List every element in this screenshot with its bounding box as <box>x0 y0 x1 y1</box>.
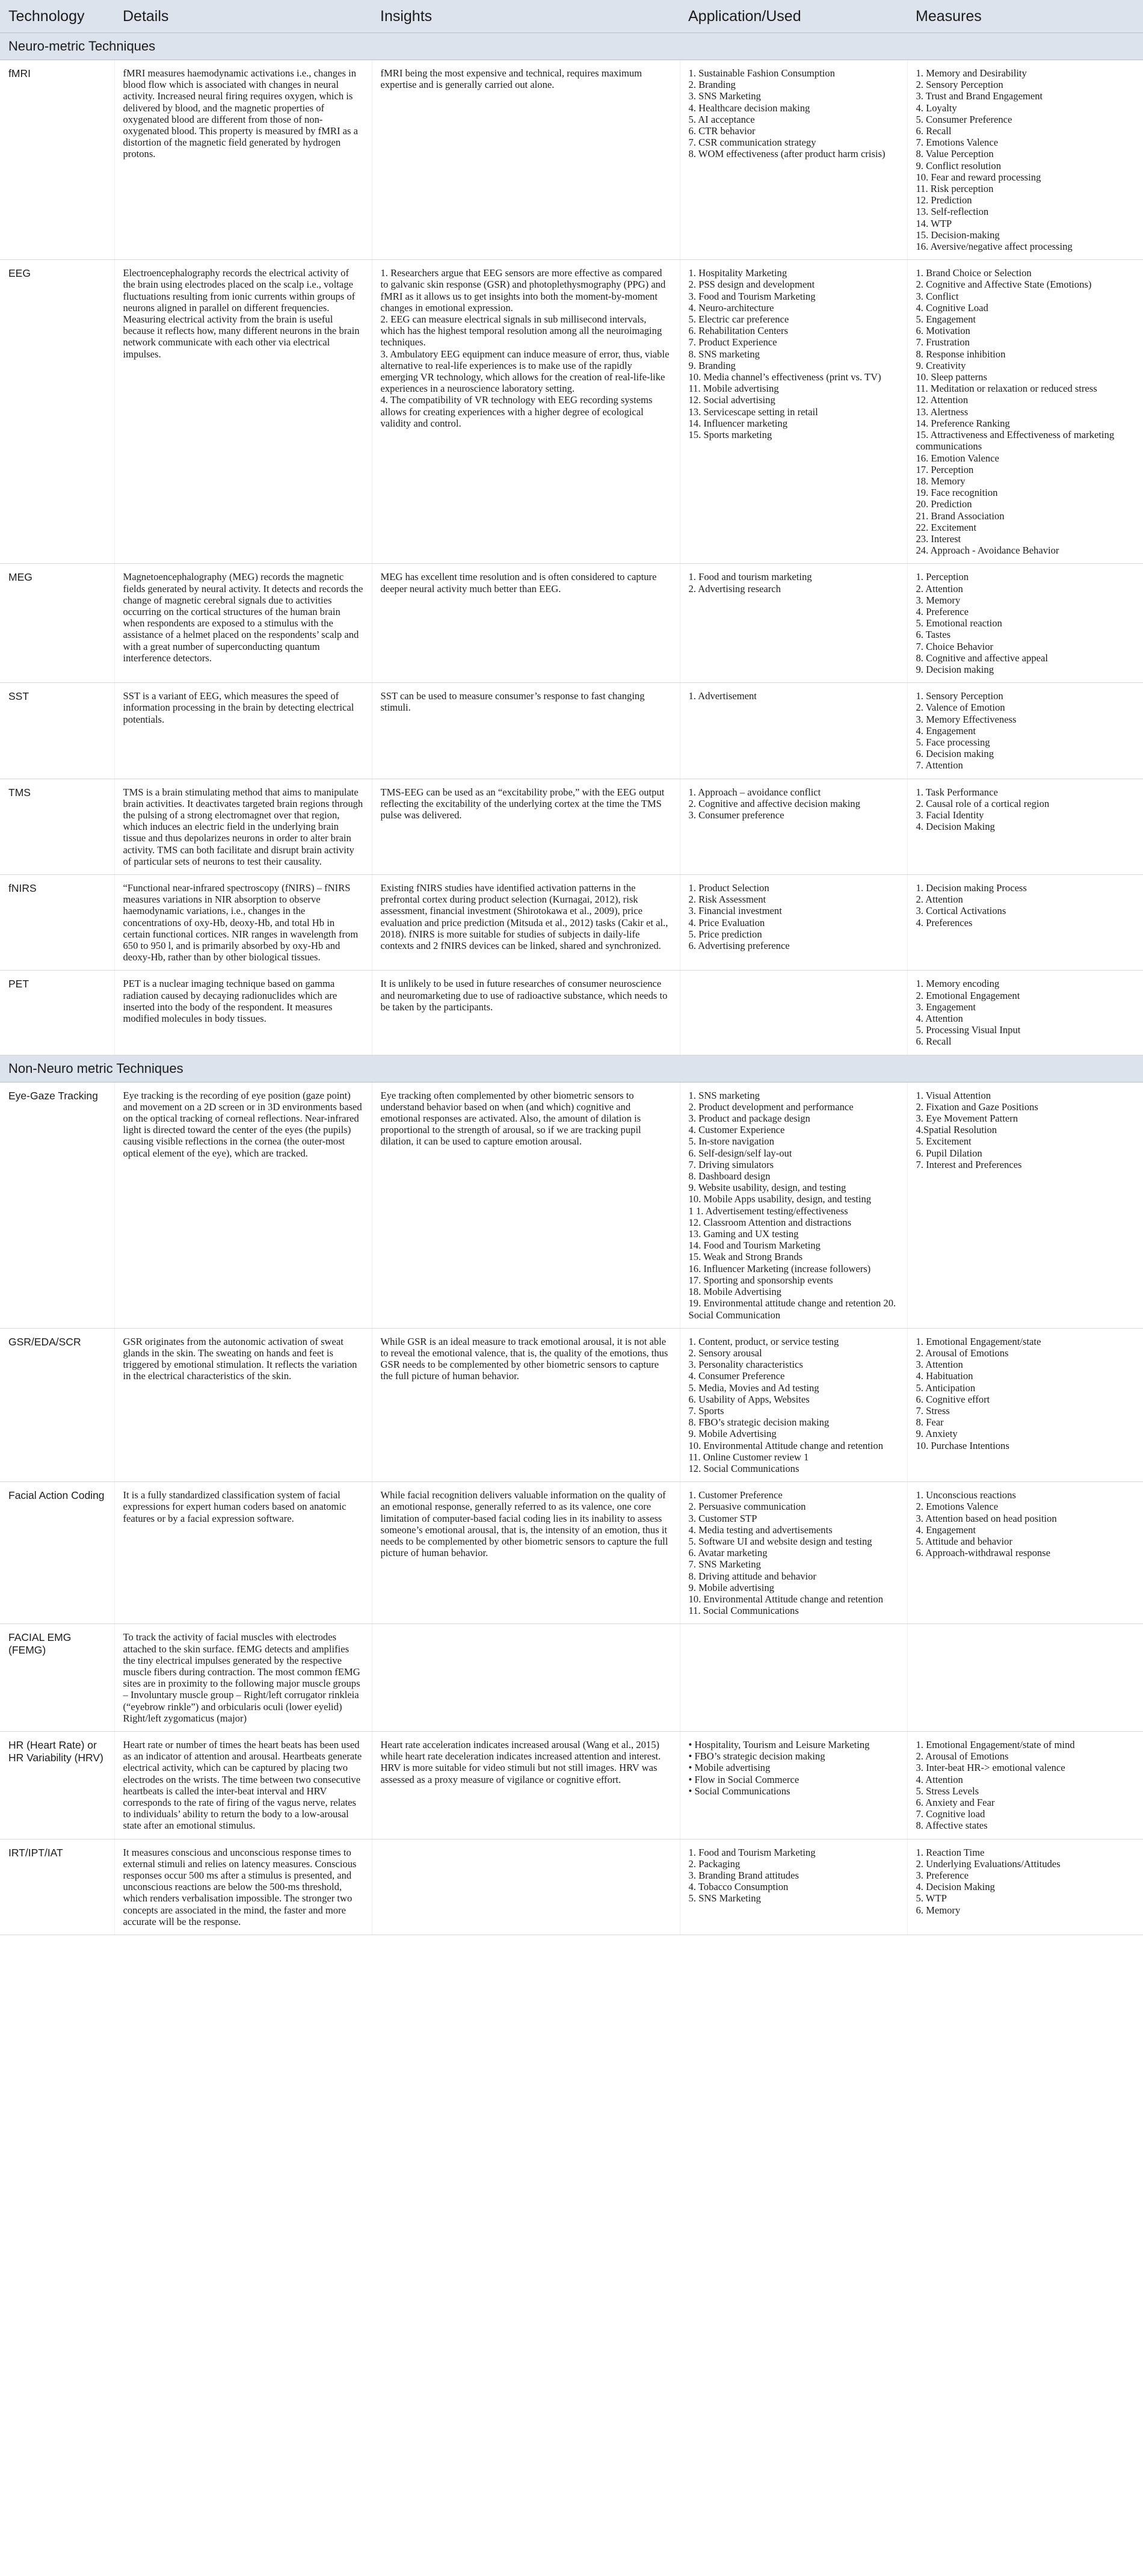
application-item: 7. Product Experience <box>688 336 777 348</box>
measure-item: 3. Eye Movement Pattern <box>916 1113 1018 1125</box>
application-item: 17. Sporting and sponsorship events <box>688 1274 833 1286</box>
cell-details: It is a fully standardized classification system of facial expressions for expert human coders based on anatomic features or by a facial expression software. <box>114 1482 372 1624</box>
cell-insights <box>372 1482 680 1624</box>
measure-item: 5. Anticipation <box>916 1382 976 1394</box>
cell-measures <box>907 260 1143 564</box>
cell-technology: Eye-Gaze Tracking <box>0 1082 114 1328</box>
application-item: 1. SNS marketing <box>688 1089 760 1101</box>
measure-item: 3. Attention based on head position <box>916 1512 1057 1524</box>
measure-item: 5. Face processing <box>916 736 990 748</box>
application-item: 5. AI acceptance <box>688 113 755 125</box>
insight-item: 4. The compatibility of VR technology with EEG recording systems allows for creating experiences with a higher degree of ecological validity and control. <box>380 394 653 429</box>
cell-applications <box>680 564 907 683</box>
cell-measures <box>907 60 1143 260</box>
measure-item: 9. Anxiety <box>916 1428 958 1440</box>
cell-details: Electroencephalography records the electrical activity of the brain using electrodes placed on the scalp i.e., voltage fluctuations resulting from ionic currents within groups of neurons aligned in parallel on different frequencies. Measuring electrical activity from the brain is useful because it reflects how, many different neurons in the brain network communicate with each other via electrical impulses. <box>114 260 372 564</box>
application-item: 7. CSR communication strategy <box>688 137 816 149</box>
measure-item: 4. Attention <box>916 1013 963 1025</box>
table-row <box>0 564 1143 683</box>
application-item: 3. Branding Brand attitudes <box>688 1870 799 1882</box>
cell-technology: HR (Heart Rate) or HR Variability (HRV) <box>0 1732 114 1839</box>
measure-item: 5. Consumer Preference <box>916 113 1012 125</box>
measure-item: 3. Facial Identity <box>916 809 984 821</box>
cell-technology: TMS <box>0 779 114 874</box>
cell-insights <box>372 1624 680 1732</box>
measure-item: 15. Attractiveness and Effectiveness of marketing communications <box>916 429 1115 452</box>
table-row <box>0 971 1143 1055</box>
application-item: 10. Environmental Attitude change and retention <box>688 1593 883 1605</box>
cell-insights <box>372 60 680 260</box>
cell-details: “Functional near-infrared spectroscopy (fNIRS) – fNIRS measures variations in NIR absorption to observe haemodynamic variations, i.e., changes in the concentrations of oxy-Hb, deoxy-Hb, and total Hb in certain functional cortices. NIR ranges in wavelength from 650 to 950 l, and is primarily absorbed by oxy-Hb and deoxy-Hb, rather than by other biological tissues. <box>114 875 372 971</box>
cell-technology: fMRI <box>0 60 114 260</box>
measure-item: 22. Excitement <box>916 521 976 533</box>
measure-item: 3. Trust and Brand Engagement <box>916 90 1043 102</box>
measure-item: 24. Approach - Avoidance Behavior <box>916 545 1059 557</box>
application-item: • Hospitality, Tourism and Leisure Marketing <box>688 1739 870 1750</box>
cell-measures <box>907 683 1143 779</box>
measure-item: 2. Causal role of a cortical region <box>916 797 1050 809</box>
measure-item: 21. Brand Association <box>916 510 1005 522</box>
application-item: 14. Food and Tourism Marketing <box>688 1240 821 1252</box>
measure-item: 17. Perception <box>916 463 974 475</box>
application-item: 11. Social Communications <box>688 1605 799 1617</box>
measure-item: 5. Excitement <box>916 1135 972 1147</box>
section-title: Non-Neuro metric Techniques <box>0 1055 1143 1082</box>
insight-item: Heart rate acceleration indicates increased arousal (Wang et al., 2015) while heart rate deceleration indicates increased attention and interest. HRV is more suitable for video stimuli but not still images. HRV was assessed as a proxy measure of vigilance or cognitive effort. <box>380 1739 661 1785</box>
application-item: 18. Mobile Advertising <box>688 1286 781 1298</box>
header-details: Details <box>114 0 372 33</box>
measure-item: 11. Risk perception <box>916 183 994 195</box>
application-item: 8. WOM effectiveness (after product harm crisis) <box>688 148 886 160</box>
measure-item: 8. Fear <box>916 1416 944 1429</box>
application-item: 3. SNS Marketing <box>688 90 761 102</box>
cell-details: It measures conscious and unconscious response times to external stimuli and relies on latency measures. Conscious responses occur 500 ms after a stimulus is presented, and unconscious reactions are below the 500-ms threshold, which renders verbalisation impossible. The stronger two concepts are associated in the mind, the faster and more accurate will be the response. <box>114 1839 372 1935</box>
application-item: 1. Customer Preference <box>688 1489 783 1501</box>
application-item: • Social Communications <box>688 1785 790 1797</box>
application-item: 3. Personality characteristics <box>688 1359 803 1371</box>
cell-technology: FACIAL EMG (FEMG) <box>0 1624 114 1732</box>
insight-item: TMS-EEG can be used as an “excitability probe,” with the EEG output reflecting the excitability of the underlying cortex at the time the TMS pulse was delivered. <box>380 786 665 821</box>
measure-item: 1. Perception <box>916 571 969 583</box>
application-item: 5. Price prediction <box>688 928 762 940</box>
application-item: 15. Sports marketing <box>688 429 772 441</box>
measure-item: 7. Stress <box>916 1404 950 1416</box>
application-item: 1. Product Selection <box>688 882 769 894</box>
measure-item: 6. Approach-withdrawal response <box>916 1547 1050 1559</box>
measure-item: 6. Motivation <box>916 325 970 337</box>
table-row <box>0 875 1143 971</box>
section-header-row <box>0 33 1143 60</box>
cell-insights <box>372 875 680 971</box>
measure-item: 9. Creativity <box>916 359 966 371</box>
cell-applications <box>680 1839 907 1935</box>
measure-item: 6. Pupil Dilation <box>916 1147 982 1159</box>
measure-item: 1. Memory encoding <box>916 978 1000 990</box>
measure-item: 16. Emotion Valence <box>916 452 999 464</box>
header-application: Application/Used <box>680 0 907 33</box>
application-item: 7. Sports <box>688 1404 724 1416</box>
application-item: 8. SNS marketing <box>688 348 760 360</box>
measure-item: 4. Decision Making <box>916 1881 995 1893</box>
cell-applications <box>680 875 907 971</box>
measure-item: 4. Habituation <box>916 1370 973 1382</box>
measure-item: 3. Preference <box>916 1870 969 1882</box>
insight-item: While facial recognition delivers valuable information on the quality of an emotional response, generally referred to as its valence, one core limitation of computer-based facial coding lies in its inability to assess someone’s emotional arousal, that is, the intensity of an emotion, thus it needs to be complemented by other biometric sensors to capture the full picture of human behavior. <box>380 1489 668 1559</box>
cell-insights <box>372 260 680 564</box>
measure-item: 9. Conflict resolution <box>916 159 1001 171</box>
application-item: 2. PSS design and development <box>688 279 815 291</box>
section-title: Neuro-metric Techniques <box>0 33 1143 60</box>
application-item: 13. Servicescape setting in retail <box>688 406 818 418</box>
application-item: 5. Media, Movies and Ad testing <box>688 1382 819 1394</box>
measure-item: 5. WTP <box>916 1892 947 1904</box>
measure-item: 20. Prediction <box>916 498 972 510</box>
measure-item: 7. Cognitive load <box>916 1808 985 1820</box>
insight-item: While GSR is an ideal measure to track emotional arousal, it is not able to reveal the emotional valence, that is, the quality of the emotions, thus GSR needs to be complemented by other biometric sensors to capture the full picture of human behavior. <box>380 1335 668 1382</box>
header-insights: Insights <box>372 0 680 33</box>
measure-item: 5. Stress Levels <box>916 1785 979 1797</box>
cell-details: SST is a variant of EEG, which measures the speed of information processing in the brain by detecting electrical potentials. <box>114 683 372 779</box>
cell-details: PET is a nuclear imaging technique based on gamma radiation caused by decaying radionuclides which are inserted into the body of the respondent. It measures modified molecules in body tissues. <box>114 971 372 1055</box>
table-row <box>0 1732 1143 1839</box>
cell-measures <box>907 1482 1143 1624</box>
application-item: 1. Food and tourism marketing <box>688 571 812 583</box>
cell-insights <box>372 779 680 874</box>
cell-insights <box>372 1839 680 1935</box>
measure-item: 12. Prediction <box>916 194 972 206</box>
measure-item: 3. Attention <box>916 1359 963 1371</box>
measure-item: 7. Choice Behavior <box>916 640 994 652</box>
measure-item: 1. Reaction Time <box>916 1846 985 1858</box>
application-item: 14. Influencer marketing <box>688 417 787 429</box>
cell-technology: GSR/EDA/SCR <box>0 1328 114 1481</box>
table-row <box>0 779 1143 874</box>
measure-item: 1. Unconscious reactions <box>916 1489 1016 1501</box>
cell-applications <box>680 1624 907 1732</box>
cell-applications <box>680 1082 907 1328</box>
measure-item: 11. Meditation or relaxation or reduced stress <box>916 383 1097 395</box>
application-item: • Flow in Social Commerce <box>688 1773 799 1785</box>
measure-item: 1. Emotional Engagement/state <box>916 1335 1041 1347</box>
cell-technology: fNIRS <box>0 875 114 971</box>
measure-item: 5. Processing Visual Input <box>916 1024 1021 1036</box>
application-item: 2. Sensory arousal <box>688 1347 762 1359</box>
measure-item: 8. Affective states <box>916 1820 988 1832</box>
measure-item: 10. Sleep patterns <box>916 371 987 383</box>
table-row <box>0 60 1143 260</box>
insight-item: Eye tracking often complemented by other biometric sensors to understand behavior based on when (and which) cognitive and emotional responses are activated. Also, the amount of dilation is proportional to the strength of arousal, so if we are tracking pupil dilation, it can be used to capture emotion arousal. <box>380 1089 641 1147</box>
measure-item: 7. Emotions Valence <box>916 137 999 149</box>
measure-item: 2. Underlying Evaluations/Attitudes <box>916 1858 1061 1870</box>
insight-item: 2. EEG can measure electrical signals in sub millisecond intervals, which has the highest temporal resolution among all the neuroimaging techniques. <box>380 314 662 348</box>
application-item: 12. Social advertising <box>688 394 775 406</box>
application-item: 1. Food and Tourism Marketing <box>688 1846 816 1858</box>
cell-technology: Facial Action Coding <box>0 1482 114 1624</box>
measure-item: 6. Anxiety and Fear <box>916 1797 995 1809</box>
measure-item: 7. Interest and Preferences <box>916 1158 1022 1170</box>
cell-technology: SST <box>0 683 114 779</box>
application-item: 4. Neuro-architecture <box>688 301 774 314</box>
cell-applications <box>680 683 907 779</box>
table-body <box>0 33 1143 1935</box>
application-item: 13. Gaming and UX testing <box>688 1228 799 1240</box>
cell-technology: IRT/IPT/IAT <box>0 1839 114 1935</box>
measure-item: 3. Engagement <box>916 1001 976 1013</box>
application-item: 3. Product and package design <box>688 1113 810 1125</box>
application-item: 15. Weak and Strong Brands <box>688 1251 803 1263</box>
measure-item: 1. Brand Choice or Selection <box>916 267 1032 279</box>
measure-item: 10. Purchase Intentions <box>916 1439 1009 1451</box>
application-item: 12. Social Communications <box>688 1462 799 1474</box>
measure-item: 3. Cortical Activations <box>916 905 1006 917</box>
application-item: 6. Advertising preference <box>688 940 790 952</box>
application-item: 11. Mobile advertising <box>688 383 779 395</box>
cell-details: fMRI measures haemodynamic activations i.e., changes in blood flow which is associated with changes in neural activity. Increased neural firing requires oxygen, which is delivered by blood, and the magnetic properties of oxygenated blood are different from those of non-oxygenated blood. This property is measured by fMRI as a distortion of the magnetic field generated by hydrogen protons. <box>114 60 372 260</box>
measure-item: 1. Emotional Engagement/state of mind <box>916 1739 1075 1750</box>
application-item: 4. Media testing and advertisements <box>688 1524 833 1536</box>
application-item: 1. Sustainable Fashion Consumption <box>688 67 835 79</box>
application-item: 1. Hospitality Marketing <box>688 267 787 279</box>
measure-item: 6. Tastes <box>916 629 951 641</box>
measure-item: 8. Response inhibition <box>916 348 1006 360</box>
table-row <box>0 1839 1143 1935</box>
measure-item: 10. Fear and reward processing <box>916 171 1041 183</box>
application-item: 1 1. Advertisement testing/effectiveness <box>688 1205 848 1217</box>
table-row <box>0 1482 1143 1624</box>
application-item: 8. Driving attitude and behavior <box>688 1570 816 1582</box>
application-item: 9. Website usability, design, and testing <box>688 1182 846 1194</box>
cell-measures <box>907 1328 1143 1481</box>
application-item: 16. Influencer Marketing (increase followers) <box>688 1262 871 1274</box>
table-row <box>0 260 1143 564</box>
application-item: 4. Tobacco Consumption <box>688 1881 789 1893</box>
measure-item: 2. Fixation and Gaze Positions <box>916 1101 1038 1113</box>
application-item: 8. FBO’s strategic decision making <box>688 1416 830 1429</box>
insight-item: 1. Researchers argue that EEG sensors are more effective as compared to galvanic skin response (GSR) and photoplethysmography (PPG) and fMRI as it allows us to get insights into both the moment-by-moment changes in emotional expression. <box>380 267 666 314</box>
measure-item: 8. Value Perception <box>916 148 994 160</box>
application-item: 2. Cognitive and affective decision making <box>688 797 860 809</box>
application-item: 6. CTR behavior <box>688 125 756 137</box>
measure-item: 2. Attention <box>916 894 963 906</box>
cell-measures <box>907 1732 1143 1839</box>
cell-details: Magnetoencephalography (MEG) records the magnetic fields generated by neural activity. It detects and records the change of magnetic cerebral signals due to activities occurring on the cortical structures of the human brain when respondents are exposed to a stimulus with the assistance of a helmet placed on the respondents’ scalp and with a great number of superconducting quantum interference detectors. <box>114 564 372 683</box>
measure-item: 7. Frustration <box>916 336 970 348</box>
application-item: 5. SNS Marketing <box>688 1892 761 1904</box>
measure-item: 2. Cognitive and Affective State (Emotions) <box>916 279 1092 291</box>
cell-details: To track the activity of facial muscles with electrodes attached to the skin surface. fEMG detects and amplifies the tiny electrical impulses generated by the respective muscle fibers during contraction. The most common fEMG sites are in proximity to the following major muscle groups – Involuntary muscle group – Right/left corrugator rinkleia (“eyebrow rinkle”) and orbicularis oculi (lower eyelid) Right/left zygomaticus (major) <box>114 1624 372 1732</box>
cell-measures <box>907 875 1143 971</box>
measure-item: 4. Loyalty <box>916 102 957 114</box>
insight-item: MEG has excellent time resolution and is often considered to capture deeper neural activity much better than EEG. <box>380 571 657 595</box>
application-item: 10. Mobile Apps usability, design, and testing <box>688 1193 872 1205</box>
measure-item: 2. Emotions Valence <box>916 1501 999 1513</box>
measure-item: 5. Engagement <box>916 314 976 326</box>
measure-item: 1. Decision making Process <box>916 882 1027 894</box>
measure-item: 12. Attention <box>916 394 969 406</box>
measure-item: 2. Emotional Engagement <box>916 989 1020 1001</box>
application-item: 6. Self-design/self lay-out <box>688 1147 792 1159</box>
cell-technology: EEG <box>0 260 114 564</box>
measure-item: 4. Attention <box>916 1773 963 1785</box>
cell-insights <box>372 971 680 1055</box>
application-item: • FBO’s strategic decision making <box>688 1750 825 1762</box>
cell-applications <box>680 1328 907 1481</box>
measure-item: 3. Memory <box>916 594 961 606</box>
cell-measures <box>907 1082 1143 1328</box>
measure-item: 9. Decision making <box>916 663 994 675</box>
application-item: 1. Advertisement <box>688 690 757 702</box>
measure-item: 13. Self-reflection <box>916 206 989 218</box>
cell-measures <box>907 1624 1143 1732</box>
insight-item: 3. Ambulatory EEG equipment can induce measure of error, thus, viable alternative to real-life experiences is to make use of the rapidly emerging VR technology, which allows for the creation of real-life-like experiences in a neuroscience laboratory setting. <box>380 348 670 395</box>
measure-item: 4. Preferences <box>916 916 973 928</box>
application-item: 2. Risk Assessment <box>688 894 766 906</box>
application-item: 5. Software UI and website design and testing <box>688 1535 872 1547</box>
application-item: 2. Packaging <box>688 1858 741 1870</box>
cell-technology: MEG <box>0 564 114 683</box>
application-item: 3. Financial investment <box>688 905 782 917</box>
cell-details: GSR originates from the autonomic activation of sweat glands in the skin. The sweating on hands and feet is triggered by emotional stimulation. It reflects the variation in the electrical characteristics of the skin. <box>114 1328 372 1481</box>
cell-details: TMS is a brain stimulating method that aims to manipulate brain activities. It deactivates targeted brain regions through the pulsing of a strong electromagnet over that region, which induces an electric field in the underlying brain tissue and thus depolarizes neurons in order to alter brain activity. TMS can both facilitate and disrupt brain activity of particular sets of neurons to test their causality. <box>114 779 372 874</box>
cell-applications <box>680 1732 907 1839</box>
measure-item: 1. Sensory Perception <box>916 690 1003 702</box>
cell-technology: PET <box>0 971 114 1055</box>
measure-item: 4.Spatial Resolution <box>916 1124 997 1136</box>
cell-insights <box>372 1082 680 1328</box>
cell-insights <box>372 1732 680 1839</box>
application-item: 1. Approach – avoidance conflict <box>688 786 821 798</box>
measure-item: 4. Engagement <box>916 724 976 737</box>
cell-applications <box>680 260 907 564</box>
application-item: 5. Electric car preference <box>688 314 789 326</box>
application-item: 5. In-store navigation <box>688 1135 774 1147</box>
cell-measures <box>907 1839 1143 1935</box>
measure-item: 15. Decision-making <box>916 229 1000 241</box>
measure-item: 2. Valence of Emotion <box>916 702 1005 714</box>
cell-insights <box>372 683 680 779</box>
table-row <box>0 1624 1143 1732</box>
header-technology: Technology <box>0 0 114 33</box>
measure-item: 2. Sensory Perception <box>916 79 1003 91</box>
measure-item: 23. Interest <box>916 533 961 545</box>
application-item: 6. Rehabilitation Centers <box>688 325 788 337</box>
measure-item: 14. Preference Ranking <box>916 417 1010 429</box>
measure-item: 2. Arousal of Emotions <box>916 1347 1009 1359</box>
insight-item: fMRI being the most expensive and technical, requires maximum expertise and is generally carried out alone. <box>380 67 642 91</box>
application-item: 4. Price Evaluation <box>688 916 765 928</box>
measure-item: 4. Decision Making <box>916 821 995 833</box>
application-item: 9. Branding <box>688 359 736 371</box>
application-item: 12. Classroom Attention and distractions <box>688 1216 852 1228</box>
measure-item: 6. Memory <box>916 1904 961 1916</box>
table-row <box>0 1082 1143 1328</box>
application-item: 4. Consumer Preference <box>688 1370 785 1382</box>
measure-item: 14. WTP <box>916 217 952 229</box>
application-item: 2. Branding <box>688 79 736 91</box>
table-row <box>0 1328 1143 1481</box>
cell-applications <box>680 1482 907 1624</box>
measure-item: 3. Inter-beat HR-> emotional valence <box>916 1762 1065 1774</box>
application-item: 19. Environmental attitude change and retention 20. Social Communication <box>688 1297 896 1321</box>
section-header-row <box>0 1055 1143 1082</box>
cell-applications <box>680 971 907 1055</box>
application-item: 1. Content, product, or service testing <box>688 1335 839 1347</box>
measure-item: 5. Attitude and behavior <box>916 1535 1012 1547</box>
application-item: 7. Driving simulators <box>688 1158 774 1170</box>
application-item: 10. Environmental Attitude change and retention <box>688 1439 883 1451</box>
measure-item: 6. Cognitive effort <box>916 1393 990 1405</box>
application-item: 4. Customer Experience <box>688 1124 785 1136</box>
measure-item: 4. Preference <box>916 605 969 617</box>
application-item: 9. Mobile advertising <box>688 1581 774 1593</box>
cell-measures <box>907 971 1143 1055</box>
cell-details: Eye tracking is the recording of eye position (gaze point) and movement on a 2D screen or in 3D environments based on the optical tracking of corneal reflections. Near-infrared light is directed toward the center of the eyes (the pupils) causing visible reflections in the cornea (the outer-most optical element of the eye), which are tracked. <box>114 1082 372 1328</box>
cell-insights <box>372 1328 680 1481</box>
cell-applications <box>680 60 907 260</box>
application-item: • Mobile advertising <box>688 1762 771 1774</box>
application-item: 10. Media channel’s effectiveness (print vs. TV) <box>688 371 881 383</box>
measure-item: 1. Visual Attention <box>916 1089 991 1101</box>
measure-item: 16. Aversive/negative affect processing <box>916 241 1073 253</box>
cell-measures <box>907 779 1143 874</box>
measure-item: 7. Attention <box>916 759 963 771</box>
measure-item: 4. Engagement <box>916 1524 976 1536</box>
insight-item: SST can be used to measure consumer’s response to fast changing stimuli. <box>380 690 645 714</box>
measure-item: 6. Recall <box>916 125 952 137</box>
measure-item: 3. Memory Effectiveness <box>916 713 1017 725</box>
measure-item: 5. Emotional reaction <box>916 617 1002 629</box>
measure-item: 3. Conflict <box>916 290 959 302</box>
application-item: 6. Usability of Apps, Websites <box>688 1393 810 1405</box>
insight-item: Existing fNIRS studies have identified activation patterns in the prefrontal cortex during product selection (Kurnagai, 2012), risk assessment, financial investment (Shirotokawa et al., 2009), price evaluation and price prediction (Mitsuda et al., 2012) tasks (Cakir et al., 2018). fNIRS is more suitable for studies of subjects in daily-life contexts and 2 fNIRS devices can be linked, shared and synchronized. <box>380 882 668 952</box>
application-item: 2. Advertising research <box>688 582 781 595</box>
application-item: 7. SNS Marketing <box>688 1558 761 1571</box>
measure-item: 6. Decision making <box>916 748 994 760</box>
measure-item: 8. Cognitive and affective appeal <box>916 652 1048 664</box>
table-row <box>0 683 1143 779</box>
header-measures: Measures <box>907 0 1143 33</box>
measure-item: 18. Memory <box>916 475 966 487</box>
application-item: 6. Avatar marketing <box>688 1547 768 1559</box>
measure-item: 6. Recall <box>916 1036 952 1048</box>
measure-item: 2. Attention <box>916 582 963 595</box>
application-item: 11. Online Customer review 1 <box>688 1451 809 1463</box>
measure-item: 1. Task Performance <box>916 786 998 798</box>
application-item: 8. Dashboard design <box>688 1170 771 1182</box>
measure-item: 13. Alertness <box>916 406 969 418</box>
measure-item: 19. Face recognition <box>916 487 998 499</box>
cell-measures <box>907 564 1143 683</box>
application-item: 9. Mobile Advertising <box>688 1428 777 1440</box>
application-item: 3. Consumer preference <box>688 809 784 821</box>
header-row <box>0 0 1143 33</box>
measure-item: 4. Cognitive Load <box>916 301 988 314</box>
application-item: 3. Food and Tourism Marketing <box>688 290 816 302</box>
application-item: 2. Product development and performance <box>688 1101 854 1113</box>
application-item: 3. Customer STP <box>688 1512 757 1524</box>
application-item: 4. Healthcare decision making <box>688 102 810 114</box>
measure-item: 1. Memory and Desirability <box>916 67 1027 79</box>
application-item: 2. Persuasive communication <box>688 1501 806 1513</box>
cell-applications <box>680 779 907 874</box>
cell-details: Heart rate or number of times the heart beats has been used as an indicator of attention and arousal. Heartbeats generate electrical activity, which can be captured by placing two electrodes on the wrists. The time between two consecutive heartbeats is called the inter-beat interval and HRV corresponds to the rate of firing of the vagus nerve, relates to individuals’ ability to return the body to a low-arousal state after an emotional stimulus. <box>114 1732 372 1839</box>
cell-insights <box>372 564 680 683</box>
insight-item: It is unlikely to be used in future researches of consumer neuroscience and neuromarketing due to use of radioactive substance, which needs to be taken by the participants. <box>380 978 668 1013</box>
measure-item: 2. Arousal of Emotions <box>916 1750 1009 1762</box>
